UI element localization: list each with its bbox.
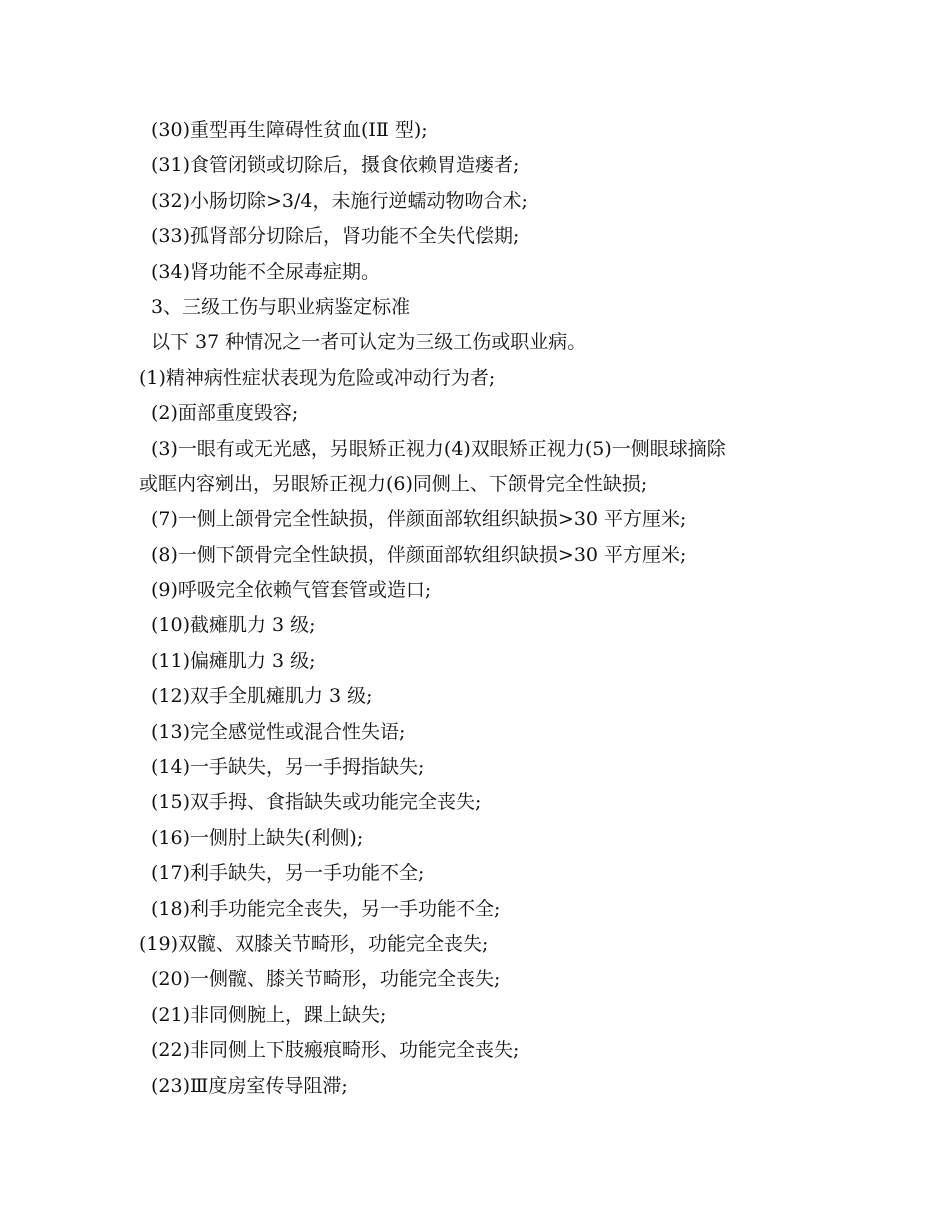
text-line: (1)精神病性症状表现为危险或冲动行为者; bbox=[139, 366, 496, 389]
text-line: (20)一侧髋、膝关节畸形，功能完全丧失; bbox=[151, 968, 501, 991]
text-line: (33)孤肾部分切除后，肾功能不全失代偿期; bbox=[151, 225, 520, 248]
text-line: (22)非同侧上下肢瘢痕畸形、功能完全丧失; bbox=[151, 1039, 520, 1062]
text-line: 或眶内容剜出，另眼矫正视力(6)同侧上、下颌骨完全性缺损; bbox=[139, 472, 648, 495]
text-line: (12)双手全肌瘫肌力 3 级; bbox=[151, 685, 373, 708]
text-line: (18)利手功能完全丧失，另一手功能不全; bbox=[151, 897, 501, 920]
text-line: (2)面部重度毁容; bbox=[151, 402, 299, 425]
document-body bbox=[139, 113, 829, 1104]
text-line: (32)小肠切除>3/4，未施行逆蠕动物吻合术; bbox=[151, 189, 528, 212]
text-line: (17)利手缺失，另一手功能不全; bbox=[151, 862, 425, 885]
text-line: (34)肾功能不全尿毒症期。 bbox=[151, 260, 381, 283]
text-line: (15)双手拇、食指缺失或功能完全丧失; bbox=[151, 791, 482, 814]
text-line: (19)双髋、双膝关节畸形，功能完全丧失; bbox=[139, 932, 489, 955]
text-line: (31)食管闭锁或切除后，摄食依赖胃造瘘者; bbox=[151, 154, 520, 177]
text-line: (13)完全感觉性或混合性失语; bbox=[151, 720, 406, 743]
text-line: (10)截瘫肌力 3 级; bbox=[151, 614, 316, 637]
text-line: (14)一手缺失，另一手拇指缺失; bbox=[151, 756, 425, 779]
text-line: (3)一眼有或无光感，另眼矫正视力(4)双眼矫正视力(5)一侧眼球摘除 bbox=[151, 437, 726, 460]
text-line: (11)偏瘫肌力 3 级; bbox=[151, 649, 316, 672]
text-line: (23)Ⅲ度房室传导阻滞; bbox=[151, 1074, 348, 1097]
section-heading: 3、三级工伤与职业病鉴定标准 bbox=[151, 295, 411, 318]
text-line: (21)非同侧腕上，踝上缺失; bbox=[151, 1003, 387, 1026]
text-line: (9)呼吸完全依赖气管套管或造口; bbox=[151, 579, 432, 602]
text-line: (30)重型再生障碍性贫血(ⅠⅡ 型); bbox=[151, 119, 428, 141]
text-line: (8)一侧下颌骨完全性缺损，伴颜面部软组织缺损>30 平方厘米; bbox=[151, 543, 687, 566]
text-line: (16)一侧肘上缺失(利侧); bbox=[151, 826, 364, 849]
text-line: 以下 37 种情况之一者可认定为三级工伤或职业病。 bbox=[151, 331, 587, 354]
text-line: (7)一侧上颌骨完全性缺损，伴颜面部软组织缺损>30 平方厘米; bbox=[151, 508, 687, 531]
